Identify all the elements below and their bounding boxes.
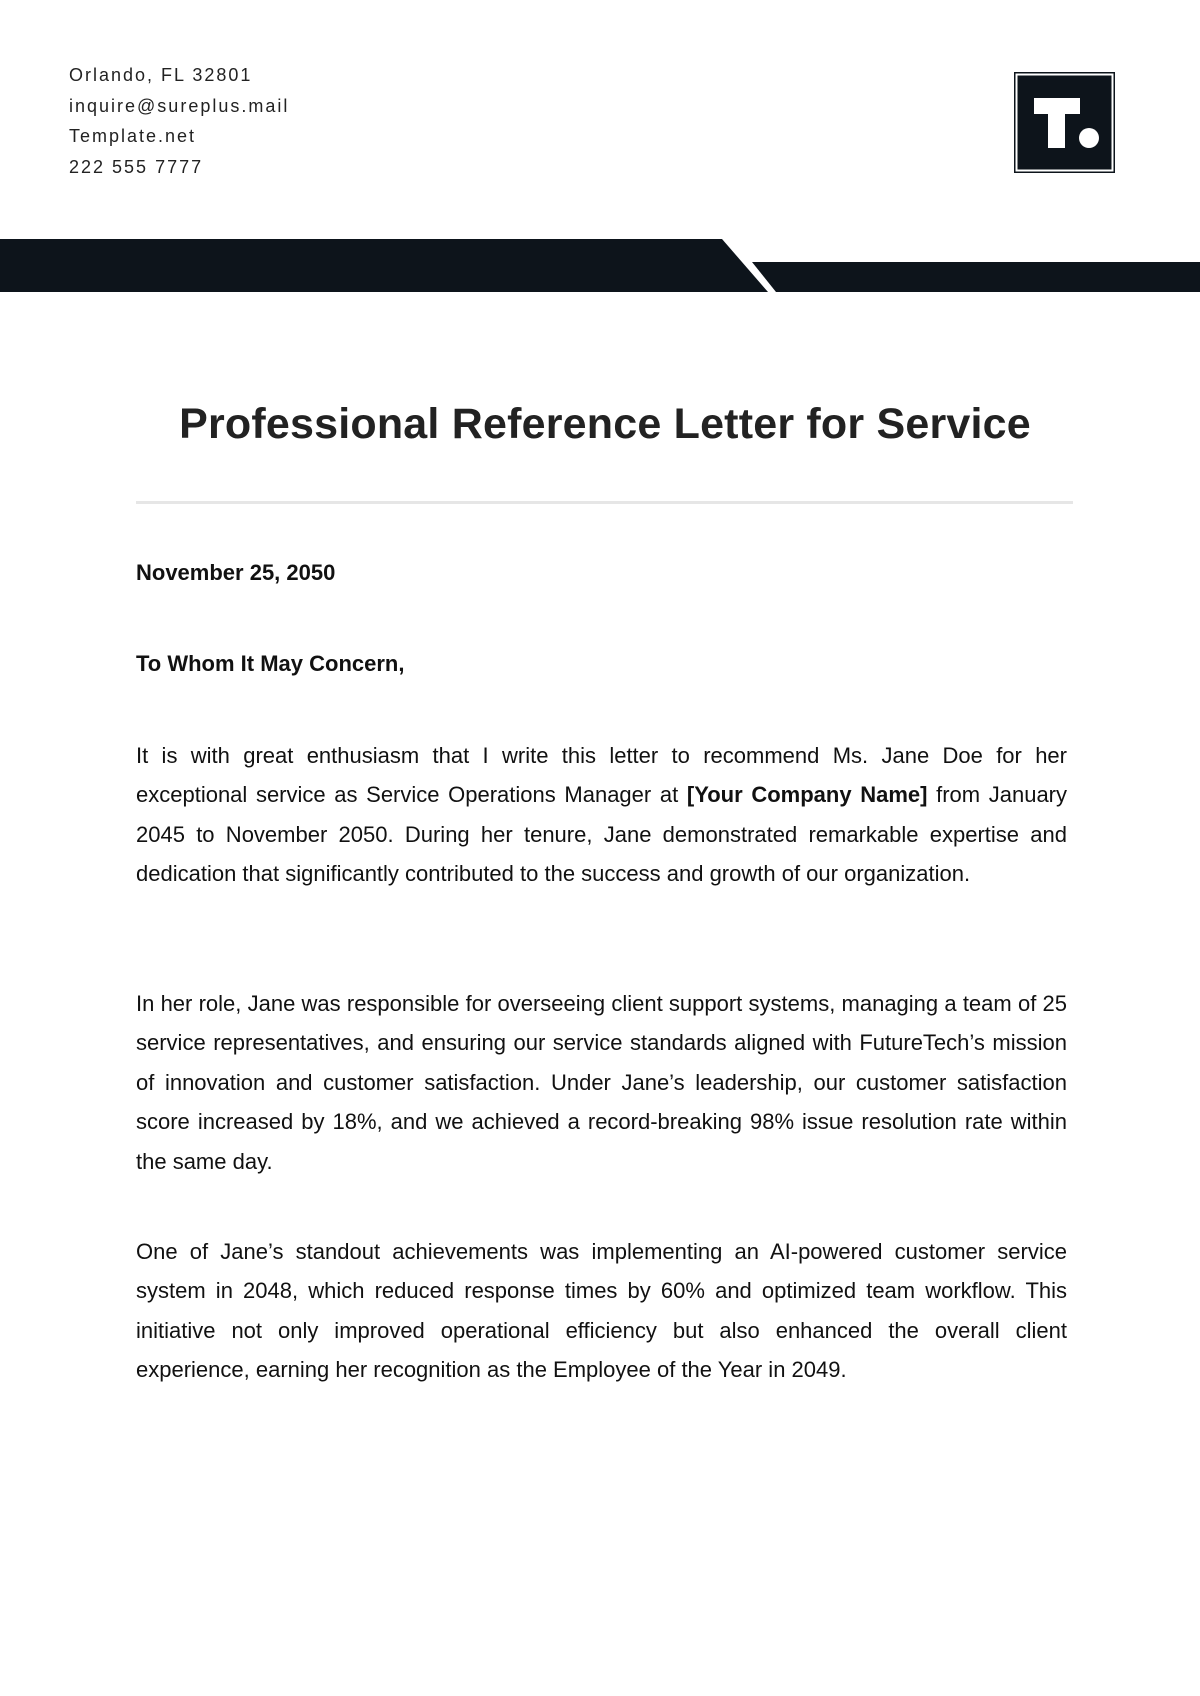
header-banner [0, 239, 1200, 292]
contact-email: inquire@sureplus.mail [69, 95, 290, 116]
contact-block [69, 60, 289, 182]
contact-website: Template.net [69, 126, 197, 146]
logo-mark [1014, 72, 1115, 173]
paragraph-1 [136, 736, 1067, 894]
paragraph-1-intro: It is with great enthusiasm that I write this letter to recommend Ms. Jane Doe for her exceptional service as Service Operations Manager at [136, 743, 1067, 808]
letter-salutation: To Whom It May Concern, [136, 651, 405, 676]
paragraph-2: In her role, Jane was responsible for overseeing client support systems, managing a team of 25 service representatives, and ensuring our service standards aligned with FutureTech’s mission of innovation and customer satisfaction. Under Jane’s leadership, our customer satisfaction score increased by 18%, and we achieved a record-breaking 98% issue resolution rate within the same day. [136, 991, 1067, 1174]
contact-address: Orlando, FL 32801 [69, 65, 253, 85]
template-logo-icon [1014, 72, 1115, 173]
title-divider [136, 501, 1073, 504]
page-title: Professional Reference Letter for Service [179, 400, 1031, 448]
banner-right-bar [752, 262, 1200, 292]
contact-phone: 222 555 7777 [69, 156, 204, 177]
paragraph-1-rest: from January 2045 to November 2050. During her tenure, Jane demonstrated remarkable expertise and dedication that significantly contributed to the success and growth of our organization. [136, 782, 1068, 887]
letter-date: November 25, 2050 [136, 560, 336, 585]
company-name-placeholder: [Your Company Name] [686, 782, 928, 808]
banner-left-bar [0, 239, 768, 292]
paragraph-3: One of Jane’s standout achievements was implementing an AI-powered customer service system in 2048, which reduced response times by 60% and optimized team workflow. This initiative not only improved operational efficiency but also enhanced the overall client experience, earning her recognition as the Employee of the Year in 2049. [136, 1239, 1067, 1383]
